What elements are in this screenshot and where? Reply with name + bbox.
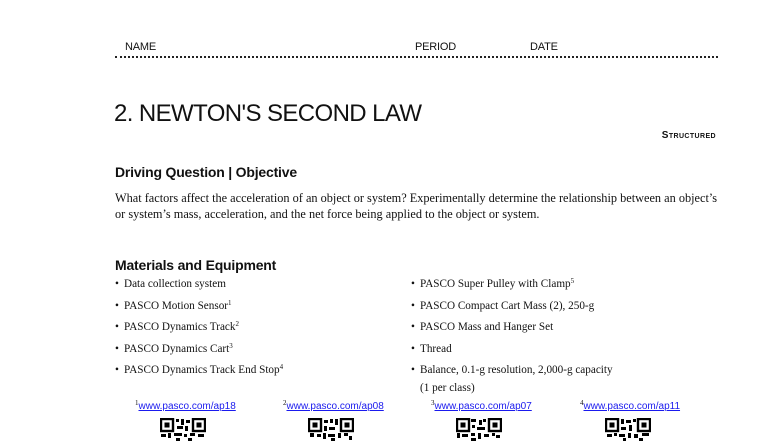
list-item-continuation: (1 per class) — [420, 382, 475, 394]
bullet-icon: • — [411, 342, 415, 355]
bullet-icon: • — [115, 342, 119, 355]
list-item-text: PASCO Dynamics Track — [124, 321, 236, 333]
materials-list-left — [115, 276, 283, 384]
list-item-text: PASCO Super Pulley with Clamp — [420, 278, 571, 290]
reference-number: 1 — [135, 399, 139, 407]
list-item-text: PASCO Motion Sensor — [124, 299, 229, 312]
bullet-icon: • — [115, 364, 119, 376]
footnote-marker: 4 — [279, 363, 284, 371]
reference-number: 2 — [283, 399, 287, 407]
list-item-text: Balance, 0.1-g resolution, 2,000-g capacity — [420, 364, 613, 376]
list-item-text: Thread — [420, 342, 452, 355]
reference-link-ap11[interactable]: www.pasco.com/ap11 — [583, 401, 681, 412]
period-label: PERIOD — [415, 41, 456, 53]
bullet-icon: • — [115, 299, 119, 312]
bullet-icon: • — [115, 278, 119, 290]
list-item — [115, 276, 283, 298]
list-item — [115, 341, 283, 363]
qr-code-icon[interactable] — [308, 418, 354, 441]
list-item — [411, 341, 613, 363]
list-item-text: Data collection system — [124, 278, 226, 290]
qr-code-icon[interactable] — [605, 418, 651, 441]
list-item — [115, 319, 283, 341]
reference-1 — [135, 401, 236, 412]
footnote-marker: 2 — [235, 320, 239, 328]
footnote-marker: 3 — [229, 341, 233, 350]
list-item — [115, 362, 283, 384]
bullet-icon: • — [411, 364, 415, 376]
list-item-text: PASCO Dynamics Track End Stop — [124, 364, 280, 376]
qr-code-icon[interactable] — [456, 418, 502, 441]
list-item-text: PASCO Mass and Hanger Set — [420, 321, 554, 333]
reference-link-ap07[interactable]: www.pasco.com/ap07 — [434, 401, 532, 412]
bullet-icon: • — [115, 321, 119, 333]
reference-link-ap08[interactable]: www.pasco.com/ap08 — [286, 401, 384, 412]
date-label: DATE — [530, 41, 558, 53]
list-item — [115, 298, 283, 320]
structured-tag: Structured — [661, 130, 716, 141]
list-item-text: PASCO Dynamics Cart — [124, 342, 230, 355]
list-item — [411, 319, 613, 341]
driving-question-text: What factors affect the acceleration of an object or system? Experimentally determine the relationship between an object’s or system’s mass, acceleration, and the net force being applied to the object or system. — [115, 191, 718, 221]
list-item-text: PASCO Compact Cart Mass (2), 250-g — [420, 299, 595, 312]
footnote-marker: 5 — [570, 277, 575, 285]
list-item — [411, 298, 613, 320]
list-item — [411, 276, 613, 298]
reference-link-ap18[interactable]: www.pasco.com/ap18 — [138, 401, 236, 412]
driving-question-heading: Driving Question | Objective — [115, 164, 297, 180]
reference-number: 3 — [431, 399, 435, 407]
materials-list-right — [411, 276, 613, 398]
bullet-icon: • — [411, 278, 415, 290]
page-title: 2. NEWTON'S SECOND LAW — [114, 100, 422, 127]
qr-code-icon[interactable] — [160, 418, 206, 441]
name-label: NAME — [125, 41, 156, 53]
materials-heading: Materials and Equipment — [115, 257, 277, 273]
header-dotted-rule — [115, 56, 718, 58]
reference-3 — [431, 401, 532, 412]
reference-number: 4 — [580, 399, 584, 407]
reference-2 — [283, 401, 384, 412]
footnote-marker: 1 — [228, 298, 232, 307]
bullet-icon: • — [411, 321, 415, 333]
bullet-icon: • — [411, 299, 415, 312]
list-item — [411, 362, 613, 380]
reference-4 — [580, 401, 680, 412]
